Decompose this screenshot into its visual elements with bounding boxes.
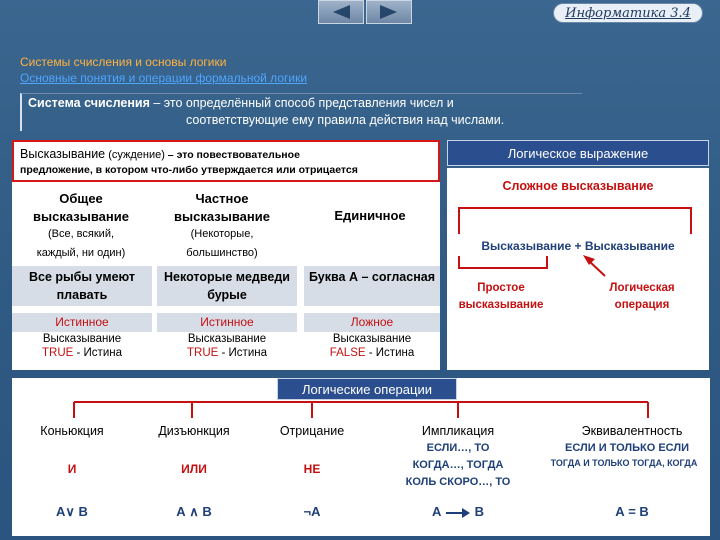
op-negation-word: НЕ <box>303 462 321 476</box>
op-implication-word2: КОГДА…, ТОГДА <box>412 459 504 471</box>
general-example: Все рыбы умеют плавать <box>12 266 152 306</box>
single-value: FALSE <box>329 347 366 359</box>
formula-label: Высказывание + Высказывание <box>481 239 675 253</box>
partial-example: Некоторые медведи бурые <box>157 266 297 306</box>
general-value: TRUE <box>42 347 74 359</box>
logic-operations-title: Логические операции <box>277 378 457 400</box>
statement-rest1: – это повествовательное <box>164 149 300 161</box>
definition-box <box>20 93 582 131</box>
op-disjunction-word: ИЛИ <box>181 462 207 476</box>
op-implication-word3: КОЛЬ СКОРО…, ТО <box>405 476 511 488</box>
complex-statement-label: Сложное высказывание <box>502 179 654 193</box>
course-title: Системы счисления и основы логики <box>20 55 227 69</box>
partial-verdict1: Высказывание <box>187 333 267 345</box>
op-implication-symbol <box>378 504 538 519</box>
general-verdict2: - Истина <box>73 347 122 359</box>
topic-link[interactable]: Основные понятия и операции формальной логики <box>20 71 308 85</box>
definition-line1: – это определённый способ представления чисел и <box>149 96 454 110</box>
single-title: Единичное <box>334 208 406 223</box>
logic-operation-label: Логическая операция <box>609 282 675 311</box>
op-implication-a: А <box>431 504 442 519</box>
op-equivalence-name: Эквивалентность <box>581 424 683 438</box>
op-negation-name: Отрицание <box>279 424 345 438</box>
op-implication-word1: ЕСЛИ…, ТО <box>426 442 490 454</box>
partial-title: Частное высказывание <box>174 191 270 224</box>
statement-term: Высказывание <box>20 147 106 161</box>
definition-term: Система счисления <box>28 96 150 110</box>
op-equivalence-word1: ЕСЛИ И ТОЛЬКО ЕСЛИ <box>565 442 689 454</box>
general-truth: Истинное <box>12 313 152 332</box>
next-slide-button[interactable] <box>366 0 412 24</box>
op-conjunction-symbol: А∨ В <box>56 504 88 519</box>
left-triangle-icon <box>330 4 352 20</box>
general-verdict1: Высказывание <box>42 333 122 345</box>
right-triangle-icon <box>378 4 400 20</box>
partial-note2: большинство) <box>186 247 258 259</box>
logic-operations-panel <box>12 378 710 536</box>
general-note2: каждый, ни один) <box>36 247 126 259</box>
single-verdict1: Высказывание <box>332 333 412 345</box>
logic-expression-panel <box>447 168 709 370</box>
op-disjunction-symbol: А ∧ В <box>176 504 212 519</box>
partial-verdict2: - Истина <box>218 347 267 359</box>
prev-slide-button[interactable] <box>318 0 364 24</box>
single-example: Буква А – согласная <box>304 266 440 306</box>
logic-expression-title: Логическое выражение <box>447 140 709 166</box>
op-implication-name: Импликация <box>421 424 495 438</box>
op-conjunction-name: Коньюкция <box>40 424 104 438</box>
course-badge[interactable]: Информатика 3.4 <box>553 3 703 23</box>
partial-value: TRUE <box>187 347 219 359</box>
partial-note1: (Некоторые, <box>190 228 254 240</box>
op-equivalence-symbol: А = В <box>615 504 649 519</box>
op-equivalence-word2: ТОГДА И ТОЛЬКО ТОГДА, КОГДА <box>550 458 698 468</box>
single-verdict2: - Истина <box>365 347 415 359</box>
op-negation-symbol: ¬А <box>303 504 321 519</box>
statement-definition <box>12 140 440 182</box>
op-conjunction-word: И <box>67 462 77 476</box>
implication-arrow-icon <box>445 507 471 519</box>
single-truth: Ложное <box>304 313 440 332</box>
simple-statement-label: Простое высказывание <box>458 282 544 311</box>
partial-truth: Истинное <box>157 313 297 332</box>
definition-line2: соответствующие ему правила действия над числами. <box>186 113 505 127</box>
ops-connectors <box>12 378 710 428</box>
op-implication-b: В <box>474 504 485 519</box>
statement-card <box>12 140 440 370</box>
statement-line2: предложение, в котором что-либо утверждается или отрицается <box>20 164 358 176</box>
general-note1: (Все, всякий, <box>47 228 115 240</box>
op-disjunction-name: Дизъюнкция <box>158 424 230 438</box>
statement-term-paren: (суждение) <box>105 149 165 161</box>
general-title: Общее высказывание <box>33 191 129 224</box>
